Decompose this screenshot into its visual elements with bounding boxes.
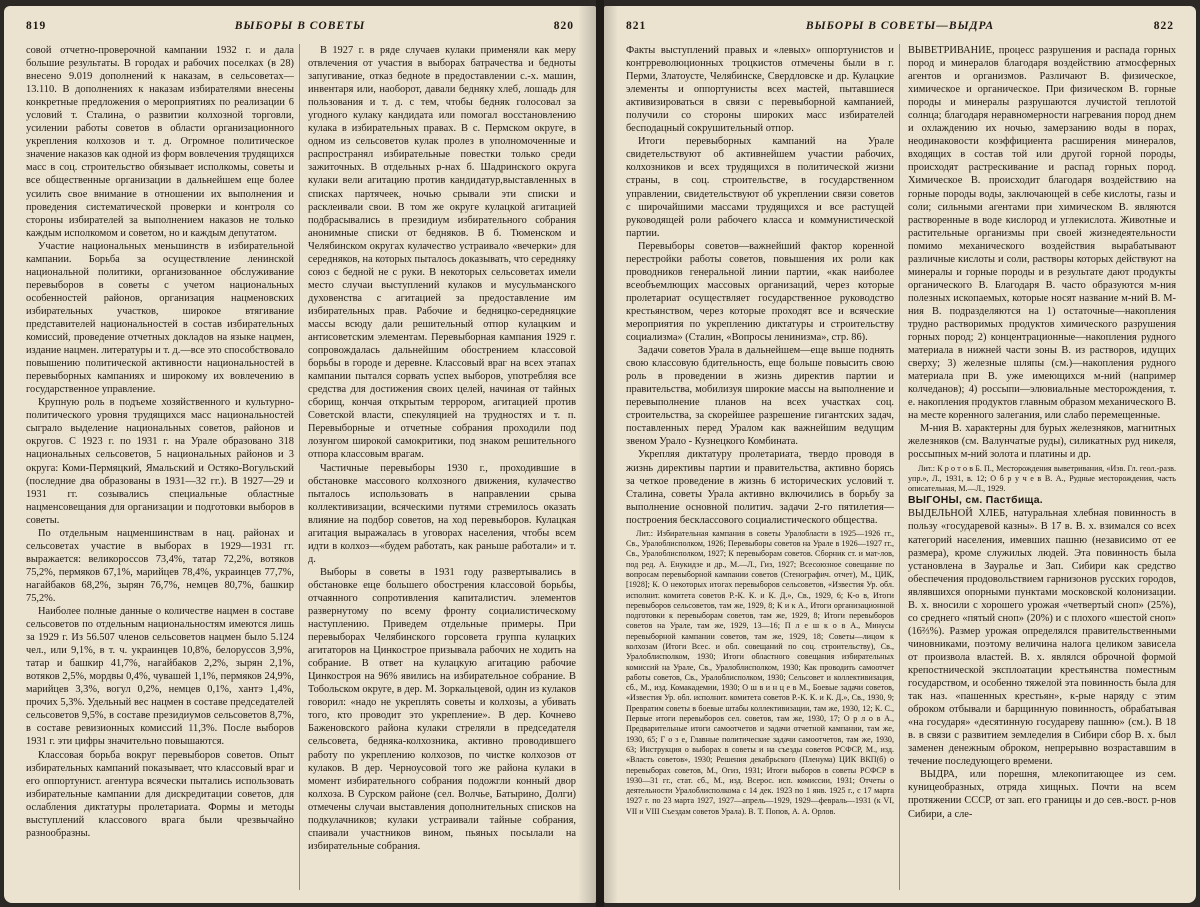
paragraph: В 1927 г. в ряде случаев кулаки применяли как меру отвлечения от участия в выборах батрачества и бедноты запугивание, отказ беднote в предоставлении с.-х. машин, инвентаря или, наоборот, давали бедняку хлеб, лошадь для пользования и т. д. с тем, чтобы бедняк голосовал за угодного кулаку кандидата или помогал восстановлению кулака в избирательных правах. В с. Пермском округе, в одном из сельсоветов кулак пролез в уполномоченные и распространял избирательные повестки только среди зажиточных. В отдельных р-нах б. Шадринского округа кулаки вели агитацию против кандидатур,выставленных в списках партячеек, ночью срывали эти списки и расклеивали свои. В том же округе кулацкой агитацией подбрасывались в президиум избирательного собрания анонимные списки от бедняков. В б. Тюменском и Челябинском округах кулачество устраивало «вечерки» для середняков, на которых пыталось доказывать, что середняку союз с бедной не с руки. В некоторых сельсоветах имели место случаи выступлений кулаков и мусульманского духовенства с агитацией за предоставление им избирательных прав. Рабочие и бедняцко-середняцкие массы всюду дали решительный отпор кулацким и антисоветским элементам. Перевыборная кампания 1929 г. сопровождалась дальнейшим обострением классовой борьбы в городе и деревне. Классовый враг на всех этапах кампании пытался сорвать успех выборов, употребляя все средства для достижения своих целей, начиная от тайных сборищ, кончая открытым террором, агитацией против Советской власти, спекуляцией на трудностях и т. п. Перевыборные и отчетные собрания проходили под лозунгом широкой самокритики, под знаком решительного отпора классовым врагам. [308,45,576,461]
book-gutter [596,0,604,907]
column-divider [299,44,300,890]
paragraph: совой отчетно-проверочной кампании 1932 г. и дала большие результаты. В городах и рабочих поселках (в 28) внесено 9.019 дополнений к наказам, в сельсоветах—13.110. В дополнениях к наказам избирателями внесены конкретные предложения о мероприятиях по реализации 6 условий т. Сталина, о развитии колхозной торговли, усилении работы советов в области организационного укрепления колхозов и т. д. Огромное политическое значение наказов как одной из форм вовлечения трудящихся масс в соц. строительство обязывает исполкомы, советы и все общественные организации в дальнейшем еще более усилить свое внимание в отношении их выполнения и проведения систематической проверки и контроля со стороны избирателей за выполнением наказов не только каждым исполкомом и советом, но и каждым депутатом. [26,45,294,239]
paragraph: Выборы в советы в 1931 году развертывались в обстановке еще большего обострения классовой борьбы, отчаянного сопротивления капиталистич. элементов развернутому по всему фронту социалистическому наступлению. Приведем отдельные примеры. При перевыборах Челябинского горсовета группа кулацких агитаторов на Цинкострое призывала рабочих не ходить на собрание. В ответ на кулацкую агитацию рабочие Цинкостроя на 96% явились на избирательное собрание. В Тобольском округе, в дер. М. Зоркальцевой, один из кулаков говорил: «надо не укреплять советы и колхозы, а убивать того, кто проводит это укрепление». В дер. Кочнево Баженовского района кулаки стреляли в председателя сельсовета, бедняка-колхозника, активно проводившего работу по укреплению колхозов, по чистке колхозов от кулаков. В дер. Черноусовой того же района кулаки в момент избирательного собрания подожгли конный двор колхоза. В Сурском районе (сел. Волчье, Батырино, Долги) отмечены случаи выставления дополнительных списков на подкулачников; кулаки устраивали тайные собрания, спаивали участников вином, пьяных посылали на избирательные собрания. [308,566,576,852]
page-number-822: 822 [1153,20,1174,32]
left-page-column-2 [308,44,576,890]
page-number-820: 820 [553,20,574,32]
column-divider [899,44,900,890]
paragraph: Задачи советов Урала в дальнейшем—еще выше поднять свою классовую бдительность, еще больше повысить свою роль в проведении в жизнь директив партии и правительства, мобилизуя широкие массы на выполнение и перевыполнение планов на всех участках соц. строительства, за скорейшее разрешение гигантских задач, поставленных перед Уралом как важнейшим ведущим звеном Урало - Кузнецкого Комбината. [626,345,894,448]
running-head: ВЫБОРЫ В СОВЕТЫ—ВЫДРА [805,20,995,32]
right-page-header [626,20,1174,38]
entry-vygony: ВЫГОНЫ, см. Пастбища. [908,495,1043,507]
paragraph: Итоги перевыборных кампаний на Урале свидетельствуют об активнейшем участии рабочих, колхозников и всех трудящихся в политической жизни страны, в соц. строительстве, в государственном управлении, свидетельствуют об укреплении связи советов с широчайшими массами трудящихся и все растущей руководящей роли рабочего класса и коммунистической партии. [626,136,894,239]
right-page-column-2 [908,44,1176,890]
bibliography: Лит.: Избирательная кампания в советы Уралобласти в 1925—1926 гг., Св., Уралоблисполком, 1926; Перевыборы советов на Урале в 1926—1927 гг., Св., Уралоблисполком, 1927; К перевыборам советов. Сборник ст. и мат-лов, под ред. А. Енукидзе и др., М.—Л., Гиз, 1927; Всесоюзное совещание по вопросам перевыборной кампании советов (Стенографич. отчет), М., ЦИК, [1928]; К. О некоторых итогах перевыборов сельсоветов, «Известия Ур. обл. исполнит. комитета советов Р.-К. К. и К. Д.», Св., 1929, 6; К-о в, Итоги перевыборов сельсоветов, там же, 1929, 8; К и к А., Итоги организационной подготовки к перевыборам советов, там же, 1929, 8; Итоги перевыборов советов на Урале, там же, 1929, 13—16; П л е ш к о в А., Минусы перевыборной кампании советов, там же, 1929, 18; Советы—лицом к колхозам (Итоги Всес. и обл. совещаний по соц. строительству), Св., Уралоблисполком, 1930; Итоги областного совещания избирательных комиссий на Урале, Св., Уралоблисполком, 1930; Как проводить самоотчет работы советов, Св., Уралоблисполком, 1930; Сельсовет и коллективизация, сб., М., изд. Комакадемии, 1930; О ш в и н ц е в М., Боевые задачи советов, «Известия Ур. обл. исполнит. комитета советов Р.-К. К. и К. Д.», Св., 1930, 9; Превратим советы в боевые штабы коллективизации, там же, 1930, 12; К. С., Первые итоги перевыборов сел. советов, там же, 1930, 17; О р л о в А., Предварительные итоги самоотчетов и задачи отчетной кампании, там же, 1930, 65; Г о з е, Главные политические задачи самоотчетов, там же, 1930, 63; Инструкция о выборах в советы и на съезды советов РСФСР, М., изд. «Власть советов», 1930; Решения декабрьского (Пленума) ЦИК ВКП(б) о перевыборах советов, М., Огиз, 1931; Итоги выборов в советы РСФСР в 1930—31 гг., стат. сб., М., изд. Всерос. исп. комиссии, 1931; Отчеты о деятельности Уралоблисполкома с 14 дек. 1923 по 1 янв. 1925 г., с 17 марта 1927 г. по 23 марта 1927, 1927—апрель—1929, 1929—февраль—1931 (к VI, VII и VIII Съездам советов Урала). В. Т. Попов, А. А. Орлов. [626,528,894,816]
entry-vyvetrivanie: ВЫВЕТРИВАНИЕ, процесс разрушения и распада горных пород и минералов благодаря воздействию атмосферных агентов и организмов. Различают В. физическое, химическое и органическое. При физическом В. горные породы и минералы разрушаются лучистой теплотой солнца; благодаря неравномерности нагревания пород днем и охлаждению их ночью, замерзанию воды в порах, неодинаковости коэффициента расширения минералов, входящих в состав той или другой горной породы, происходят растрескивание и распад горных пород. Химическое В. происходит благодаря воздействию на горные породы воды, заключающей в себе кислоты, газы и соли; сильными агентами при химическом В. являются растворенные в воде кислород и углекислота. Животные и растительные организмы при своей жизнедеятельности помимо механического воздействия вырабатывают различные кислоты и соли, растворы которых действуют на минералы и горные породы и в результате дают продукты органического В. Благодаря В. часто образуются м-ния полезных ископаемых, которые носят название м-ний В. М-ния В. подразделяются на 1) остаточные—накопления трудно растворимых продуктов химического разрушения горных пород; 2) концентрационные—накопления рудного материала в нижней части зоны В. из растворов, идущих сверху; 3) железные шляпы (см.)—накопления рудного материала при В. уже имеющихся м-ний (например колчеданов); 4) россыпи—элювиальные месторождения, т. е. накопления продуктов главным образом механического В. на месте коренного залегания, или слабо перемещенные. [908,45,1176,422]
bibliography: Лит.: К р о т о в Б. П., Месторождения выветривания, «Изв. Гл. геол.-разв. упр.», Л., 1931, в. 12; О б р у ч е в В. А., Рудные месторождения, часть описательная, М.—Л., 1929. [908,463,1176,494]
entry-vydelnoy-khleb: ВЫДЕЛЬНОЙ ХЛЕБ, натуральная хлебная повинность в пользу «государевой казны». В 17 в. В. х. взимался со всех категорий населения, имевших пашню (независимо от ее размера), кроме служилых людей. Эта повинность была установлена в Зауралье и Зап. Сибири как средство обеспечения продовольствием гарнизонов русских городов, являвшихся опорными пунктами московской колонизации. В. х. вносили с хорошего урожая «четвертый сноп» (25%), со среднего «пятый сноп» (20%) и с плохого «шестой сноп» (16⅔%). Размер урожая определялся правительственными чиновниками, поэтому величина налога целиком зависела от произвола властей. В. х. являлся оброчной формой крепостнической эксплоатации крестьянства поместным государством, и особенно тяжелой эта повинность была для так наз. «пашенных крестьян», к-рые наряду с этим оброком отбывали и барщинную повинность, обрабатывая «на государя» «десятинную государеву пашню» (см.). В 18 в. в связи с развитием земледелия в Сибири сбор В. х. был заменен денежным оброком, непрерывно возраставшим в течение последующего времени. [908,508,1176,768]
paragraph: Классовая борьба вокруг перевыборов советов. Опыт избирательных кампаний показывает, что классовый враг и его оппортунист. агентура всячески пытались использовать избирательные кампании для дискредитации советов, для ослабления диктатуры пролетариата. Формы и методы выступлений классового врага были чрезвычайно разнообразны. [26,749,294,839]
right-page-column-1 [626,44,894,890]
page-number-819: 819 [26,20,47,32]
paragraph: По отдельным нацменшинствам в нац. районах и сельсоветах участие в выборах в 1929—1931 гг. выражается: великороссов 73,4%, татар 72,2%, вотяков 75,2%, пермяков 67,1%, марийцев 78,4%, украинцев 77,7%, нагайбаков 68,2%, зырян 76,7%, немцев 80,7%, башкир 75,2%. [26,527,294,604]
paragraph: Крупную роль в подъеме хозяйственного и культурно-политического уровня трудящихся масс национальностей сыграло выделение национальных советов, районов и округов. С 1923 г. по 1931 г. на Урале образовано 318 национальных сельсоветов, 5 национальных районов и 3 округа: Коми-Пермяцкий, Ямальский и Остяко-Вогульский (последние два образованы в 1931—32 гг.). В 1927—29 и 1931 гг. созывались специальные областные нацменсовещания для организации и подготовки выборов в советы. [26,397,294,526]
left-page-header [26,20,574,38]
paragraph: Наиболее полные данные о количестве нацмен в составе сельсоветов по отдельным национальностям имеются лишь за 1929 г. Из 56.507 членов сельсоветов нацмен было 5.124 чел., или 9,1%, в т. ч. украинцев 10,8%, белоруссов 3,9%, татар и башкир 41,7%, нагайбаков 2,2%, зырян 2,1%, вотяков 2,5%, мордвы 0,4%, чувашей 1,1%, пермяков 24,9%, марийцев 3,3%, вогул 0,2%, немцев 0,1%, хантэ 1,4%, прочих 5,3%. Удельный вес нацмен в составе председателей сельсоветов 9,5%, в составе президиумов сельсоветов 8,7%, в составе ревизионных комиссий 11,3%. После выборов 1931 г. эти цифры значительно повышаются. [26,606,294,748]
paragraph: Перевыборы советов—важнейший фактор коренной перестройки работы советов, повышения их роли как проводников генеральной линии партии, «как наиболее всеобъемлющих массовых организаций, через которые пролетариат осуществляет государственное руководство крестьянством, через которые проходят все и всяческие мероприятия по укреплению диктатуры и строительству социализма» (Сталин, «Вопросы ленинизма», стр. 86). [626,240,894,344]
paragraph: Факты выступлений правых и «левых» оппортунистов и контрреволюционных троцкистов отмечены были в г. Перми, Златоусте, Челябинске, Свердловске и др. Кулацкие элементы и оппортунисты всех мастей, пытавшиеся активизироваться в связи с перевыборной кампанией, получили со стороны широких масс избирателей бесподацный сокрушительный отпор. [626,45,894,135]
running-head: ВЫБОРЫ В СОВЕТЫ [234,20,366,32]
paragraph: Частичные перевыборы 1930 г., проходившие в обстановке массового колхозного движения, кулачество пыталось использовать в направлении срыва коллективизации, всяческими путями стремилось оказать влияние на подбор советов, на ход перевыборов. Кулацкая агитация выражалась в уговорах населения, чтобы всем идти в колхоз—«будем работать, как раньше работали» и т. д. [308,462,576,565]
left-page-column-1 [26,44,294,890]
paragraph: М-ния В. характерны для бурых железняков, магнитных железняков (см. Валунчатые руды), силикатных руд никеля, россыпных м-ний золота и платины и др. [908,423,1176,461]
right-page [604,6,1196,903]
paragraph: Укрепляя диктатуру пролетариата, твердо проводя в жизнь директивы партии и правительства, активно борясь за четкое проведение в жизнь 6 исторических условий т. Сталина, советы Урала активно включились в борьбу за выполнение основной политич. задачи 2-го пятилетия—построения бесклассового социалистического общества. [626,449,894,526]
left-page [4,6,596,903]
page-number-821: 821 [626,20,647,32]
paragraph: Участие национальных меньшинств в избирательной кампании. Борьба за осуществление ленинской национальной политики, организованное обслуживание перевыборов в советы с учетом национальных особенностей районов, организация нацменовских избирательных участков, широкое втягивание представителей национальностей в состав избирательных комиссий, проведение отчетных докладов на языке нацмен, издание нацмен. литературы и т. д.—все это способствовало повышению политической активности национальностей в перевыборных кампаниях и широкому их вовлечению в государственное управление. [26,240,294,396]
entry-vydra: ВЫДРА, или порешня, млекопитающее из сем. куницеобразных, отряда хищных. Почти на всем протяжении СССР, от зап. его границы и до сев.-вост. р-нов Сибири, а сле- [908,769,1176,820]
